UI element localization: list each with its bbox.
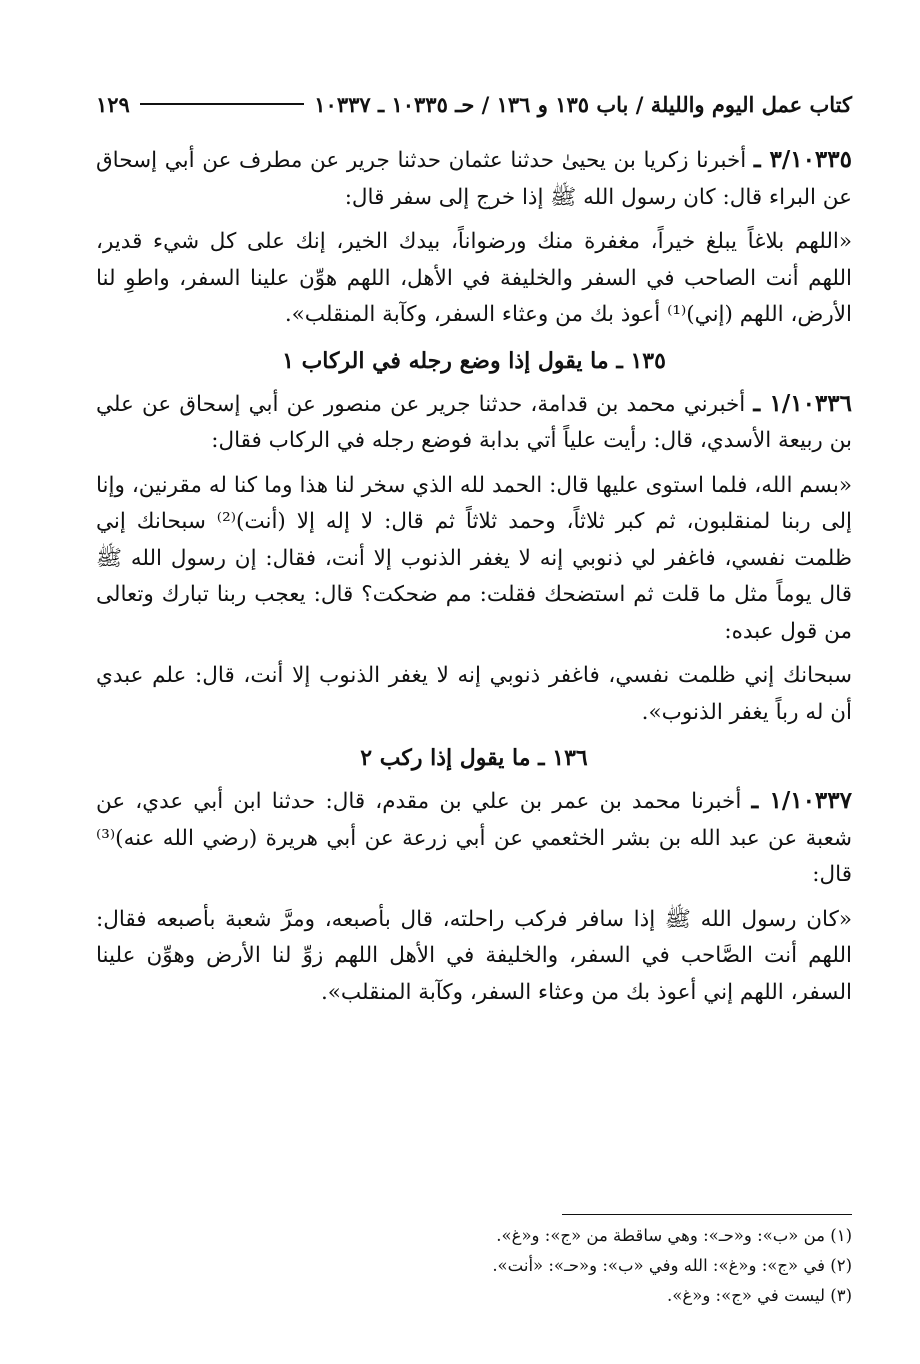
hadith-10337-matn: «كان رسول الله ﷺ إذا سافر فركب راحلته، قال بأصبعه، ومرَّ شعبة بأصبعه فقال: اللهم أنت الصَّاحب في السفر، والخليفة في الأهل اللهم زوِّ لنا الأرض وهوِّن علينا السفر، اللهم إني أعوذ بك من وعثاء السفر، وكآبة المنقلب». [96,906,852,1005]
hadith-isnad-text: أخبرني محمد بن قدامة، حدثنا جرير عن منصور عن أبي إسحاق عن علي بن ربيعة الأسدي، قال: رأيت علياً أتي بدابة فوضع رجله في الركاب فقال: [96,391,852,453]
chapter-136-heading: ١٣٦ ـ ما يقول إذا ركب ٢ [360,745,588,771]
footnotes [96,1214,852,1311]
main-text [96,142,852,1019]
chapter-135-heading: ١٣٥ ـ ما يقول إذا وضع رجله في الركاب ١ [282,347,666,374]
running-header [96,84,852,124]
hadith-number: ١/١٠٣٣٧ ـ [751,787,852,814]
hadith-10335-isnad [96,142,852,216]
hadith-10336-matn: «بسم الله، فلما استوى عليها قال: الحمد لله الذي سخر لنا هذا وما كنا له مقرنين، وإنا إلى ربنا لمنقلبون، ثم كبر ثلاثاً، وحمد ثلاثاً ثم قال: لا إله إلا (أنت)⁽²⁾ سبحانك إني ظلمت نفسي، فاغفر لي ذنوبي إنه لا يغفر الذنوب إلا أنت، فقال: إن رسول الله ﷺ قال يوماً مثل ما قلت ثم استضحك فقلت: مم ضحكت؟ قال: يعجب ربنا تبارك وتعالى من قول عبده: [96,472,852,644]
header-title: كتاب عمل اليوم والليلة / باب ١٣٥ و ١٣٦ / حـ ١٠٣٣٥ ـ ١٠٣٣٧ [314,91,852,117]
hadith-number: ٣/١٠٣٣٥ ـ [753,146,852,173]
header-rule [140,103,304,105]
page-number: ١٢٩ [96,91,130,117]
footnote-3: (٣) ليست في «ج»: و«غ». [667,1286,852,1305]
hadith-10336-isnad [96,386,852,460]
footnote-2: (٢) في «ج»: و«غ»: الله وفي «ب»: و«حـ»: «أنت». [492,1256,852,1275]
hadith-10337-isnad [96,783,852,894]
footnote-rule [562,1214,852,1215]
hadith-10336-matn-continued: سبحانك إني ظلمت نفسي، فاغفر ذنوبي إنه لا يغفر الذنوب إلا أنت، قال: علم عبدي أن له رباً يغفر الذنوب». [96,663,852,725]
hadith-number: ١/١٠٣٣٦ ـ [753,389,852,417]
hadith-isnad-text: أخبرنا زكريا بن يحيىٰ حدثنا عثمان حدثنا جرير عن مطرف عن أبي إسحاق عن البراء قال: كان رسول الله ﷺ إذا خرج إلى سفر قال: [96,148,852,210]
hadith-10335-matn: «اللهم بلاغاً يبلغ خيراً، مغفرة منك ورضواناً، بيدك الخير، إنك على كل شيء قدير، اللهم أنت الصاحب في السفر والخليفة في الأهل، اللهم هوِّن علينا السفر، واطوِ لنا الأرض، اللهم (إني)⁽¹⁾ أعوذ بك من وعثاء السفر، وكآبة المنقلب». [96,229,852,327]
hadith-isnad-text: أخبرنا محمد بن عمر بن علي بن مقدم، قال: حدثنا ابن أبي عدي، عن شعبة عن عبد الله بن بشر الخثعمي عن أبي زرعة عن أبي هريرة (رضي الله عنه)⁽³⁾ قال: [96,789,852,887]
footnote-1: (١) من «ب»: و«حـ»: وهي ساقطة من «ج»: و«غ». [496,1226,852,1245]
